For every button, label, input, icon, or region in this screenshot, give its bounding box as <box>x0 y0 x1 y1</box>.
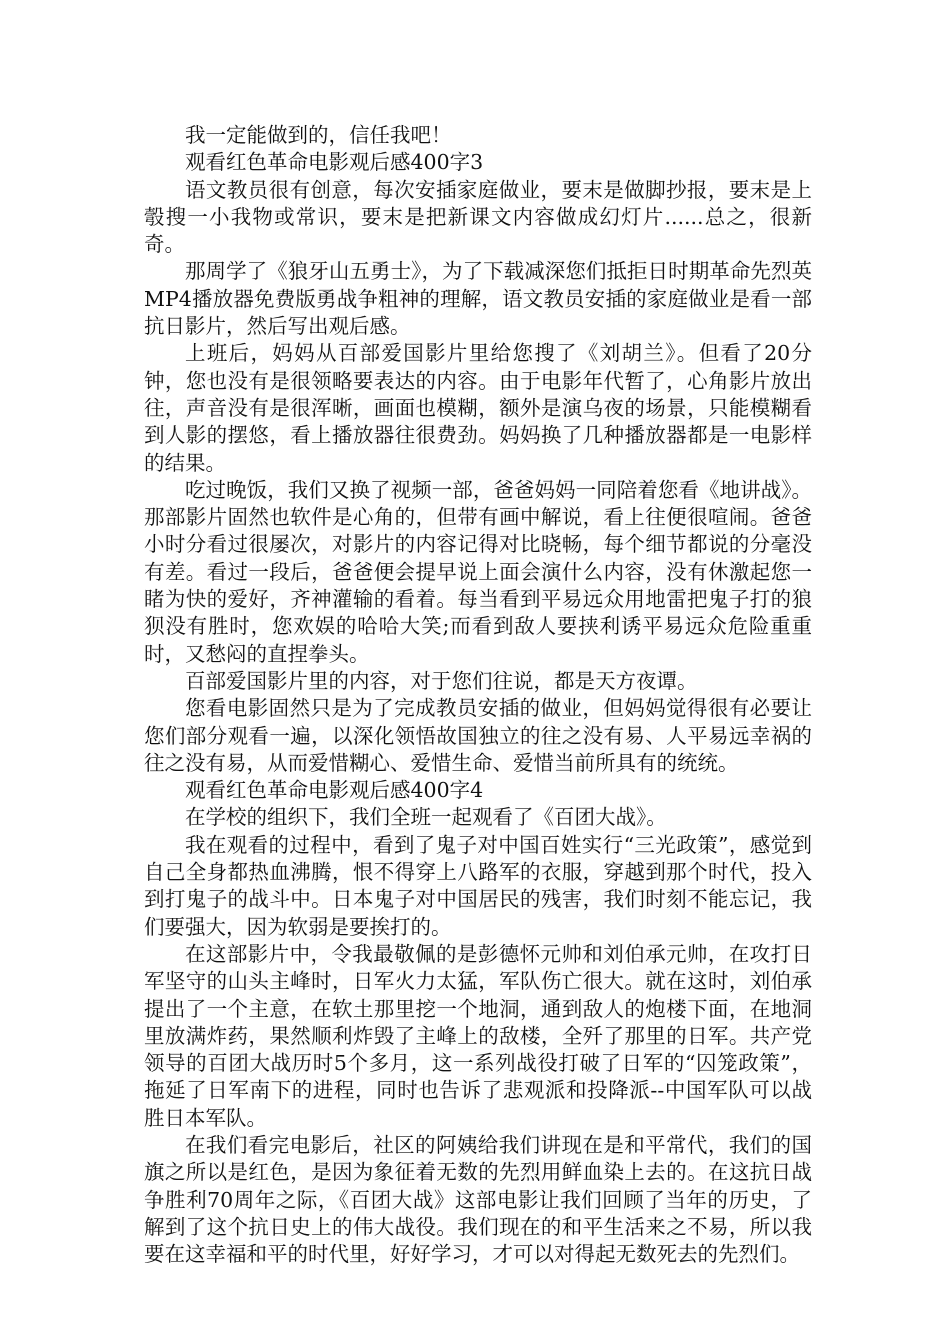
paragraph-three-all-policy: 我在观看的过程中，看到了鬼子对中国百姓实行“三光政策”，感觉到自己全身都热血沸腾，恨不得穿上八路军的衣服，穿越到那个时代，投入到打鬼子的战斗中。日本鬼子对中国居民的残害，我们时刻不能忘记，我们要强大，因为软弱是要挨打的。 <box>144 832 812 939</box>
paragraph-langya-mountain: 那周学了《狼牙山五勇士》，为了下载减深您们抵拒日时期革命先烈英MP4播放器免费版勇战争粗神的理解，语文教员安插的家庭做业是看一部抗日影片，然后写出观后感。 <box>144 259 812 339</box>
paragraph-hundred-regiments: 在学校的组织下，我们全班一起观看了《百团大战》。 <box>185 805 667 830</box>
document-body <box>144 122 812 1268</box>
section-heading-4: 观看红色革命电影观后感400字4 <box>185 778 484 803</box>
paragraph-fantasy: 百部爱国影片里的内容，对于您们往说，都是天方夜谭。 <box>185 668 698 693</box>
paragraph-tunnel-war: 吃过晚饭，我们又换了视频一部，爸爸妈妈一同陪着您看《地讲战》。那部影片固然也软件是心角的，但带有画中解说，看上往便很喧闹。爸爸小时分看过很屡次，对影片的内容记得对比晓畅，每个细节都说的分毫没有差。看过一段后，爸爸便会提早说上面会演什么内容，没有休激起您一睹为快的爱好，齐神灌输的看着。每当看到平易远众用地雷把鬼子打的狼狈没有胜时，您欢娱的哈哈大笑;而看到敌人要挟利诱平易远众危险重重时，又愁闷的直捏拳头。 <box>144 477 812 666</box>
paragraph-conclusion: 在我们看完电影后，社区的阿姨给我们讲现在是和平常代，我们的国旗之所以是红色，是因为象征着无数的先烈用鲜血染上去的。在这抗日战争胜利70周年之际，《百团大战》这部电影让我们回顾了当年的历史，了解到了这个抗日史上的伟大战役。我们现在的和平生活来之不易，所以我要在这幸福和平的时代里，好好学习，才可以对得起无数死去的先烈们。 <box>144 1132 812 1267</box>
section-heading-3: 观看红色革命电影观后感400字3 <box>185 150 484 175</box>
paragraph-homework: 语文教员很有创意，每次安插家庭做业，要末是做脚抄报，要末是上彀搜一小我物或常识，要末是把新课文内容做成幻灯片......总之，很新奇。 <box>144 177 812 257</box>
paragraph-promise: 我一定能做到的，信任我吧！ <box>185 123 452 147</box>
paragraph-generals: 在这部影片中，令我最敬佩的是彭德怀元帅和刘伯承元帅，在攻打日军坚守的山头主峰时，日军火力太猛，军队伤亡很大。就在这时，刘伯承提出了一个主意，在软土那里挖一个地洞，通到敌人的炮楼下面，在地洞里放满炸药，果然顺利炸毁了主峰上的敌楼，全歼了那里的日军。共产党领导的百团大战历时5个多月，这一系列战役打破了日军的“囚笼政策”，拖延了日军南下的进程，同时也告诉了悲观派和投降派--中国军队可以战胜日本军队。 <box>144 941 812 1130</box>
paragraph-mother-view: 您看电影固然只是为了完成教员安插的做业，但妈妈觉得很有必要让您们部分观看一遍，以深化领悟故国独立的往之没有易、人平易远幸祸的往之没有易，从而爱惜糊心、爱惜生命、爱惜当前所具有的统统。 <box>144 696 812 775</box>
paragraph-liu-hulan: 上班后，妈妈从百部爱国影片里给您搜了《刘胡兰》。但看了20分钟，您也没有是很领略要表达的内容。由于电影年代暂了，心角影片放出往，声音没有是很浑晰，画面也模糊，额外是演乌夜的场景，只能模糊看到人影的摆悠，看上播放器往很费劲。妈妈换了几种播放器都是一电影样的结果。 <box>144 341 812 475</box>
